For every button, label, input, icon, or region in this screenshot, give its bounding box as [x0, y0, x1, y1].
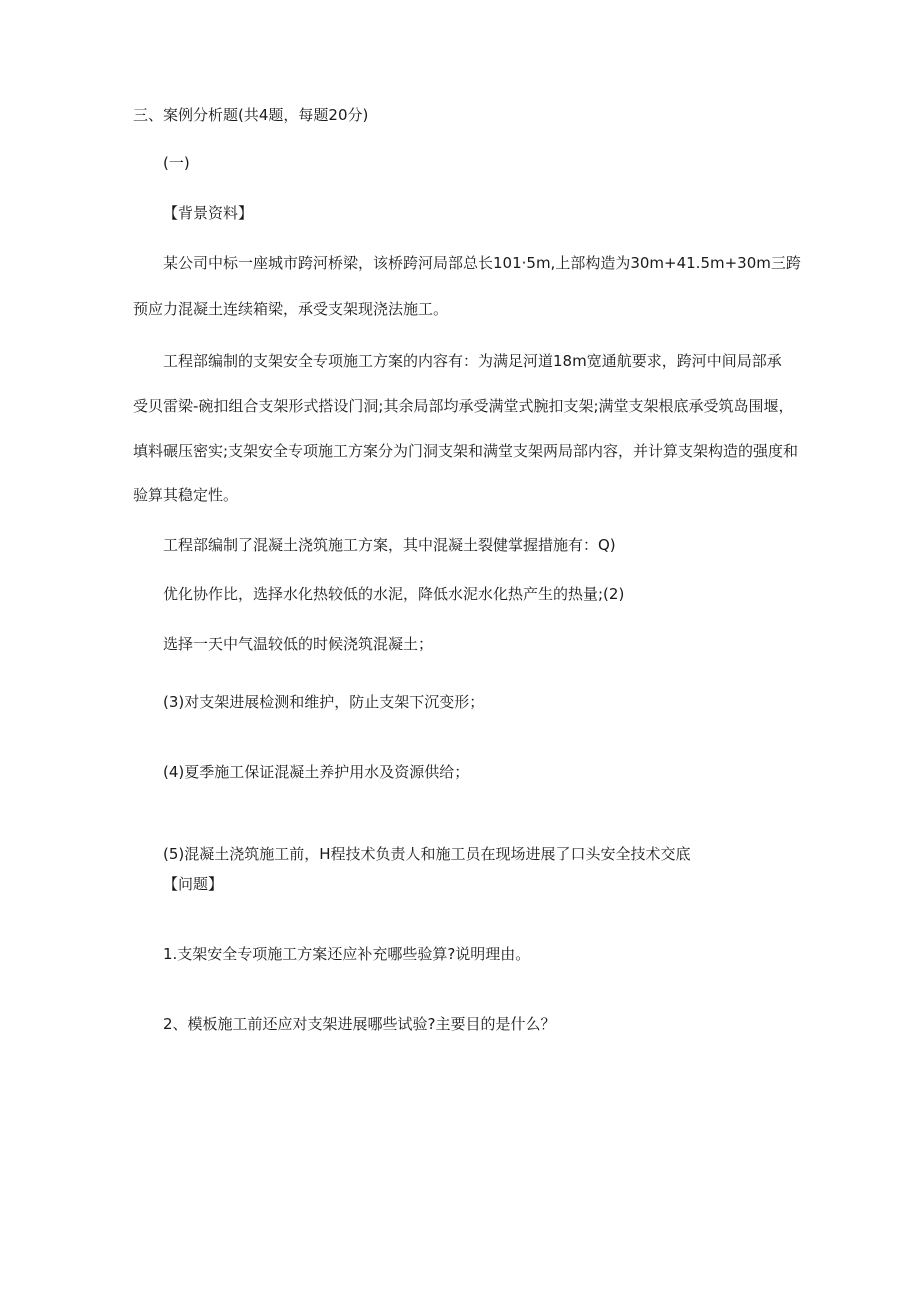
question-2: 2、模板施工前还应对支架进展哪些试验?主要目的是什么？	[163, 1015, 556, 1033]
background-paragraph-3-line-3: 选择一天中气温较低的时候浇筑混凝土；	[163, 635, 434, 653]
measure-3: (3)对支架进展检测和维护，防止支架下沉变形；	[163, 693, 485, 711]
measure-5: (5)混凝土浇筑施工前，H程技术负责人和施工员在现场进展了口头安全技术交底	[163, 845, 691, 863]
background-paragraph-2-line-1: 工程部编制的支架安全专项施工方案的内容有：为满足河道18m宽通航要求，跨河中间局部承	[163, 352, 782, 370]
background-paragraph-1-line-2: 预应力混凝土连续箱梁，承受支架现浇法施工。	[133, 300, 449, 318]
background-paragraph-2-line-4: 验算其稳定性。	[133, 486, 239, 504]
case-number: (一)	[163, 154, 190, 172]
background-paragraph-2-line-2: 受贝雷梁-碗扣组合支架形式搭设门洞;其余局部均承受满堂式腕扣支架;满堂支架根底承受筑岛围堰，	[133, 397, 794, 415]
background-paragraph-2-line-3: 填料碾压密实;支架安全专项施工方案分为门洞支架和满堂支架两局部内容，并计算支架构造的强度和	[133, 442, 799, 460]
question-1: 1.支架安全专项施工方案还应补充哪些验算?说明理由。	[163, 945, 531, 963]
measure-4: (4)夏季施工保证混凝土养护用水及资源供给；	[163, 763, 470, 781]
background-paragraph-3-line-1: 工程部编制了混凝土浇筑施工方案，其中混凝土裂健掌握措施有：Q)	[163, 536, 616, 554]
background-paragraph-3-line-2: 优化协作比，选择水化热较低的水泥，降低水泥水化热产生的热量;(2)	[163, 585, 625, 603]
background-heading: 【背景资料】	[163, 204, 254, 222]
section-heading: 三、案例分析题(共4题，每题20分)	[133, 106, 369, 124]
questions-heading: 【问题】	[163, 875, 224, 893]
background-paragraph-1-line-1: 某公司中标一座城市跨河桥梁，该桥跨河局部总长101·5m,上部构造为30m+41.5m+30m三跨	[163, 254, 801, 272]
